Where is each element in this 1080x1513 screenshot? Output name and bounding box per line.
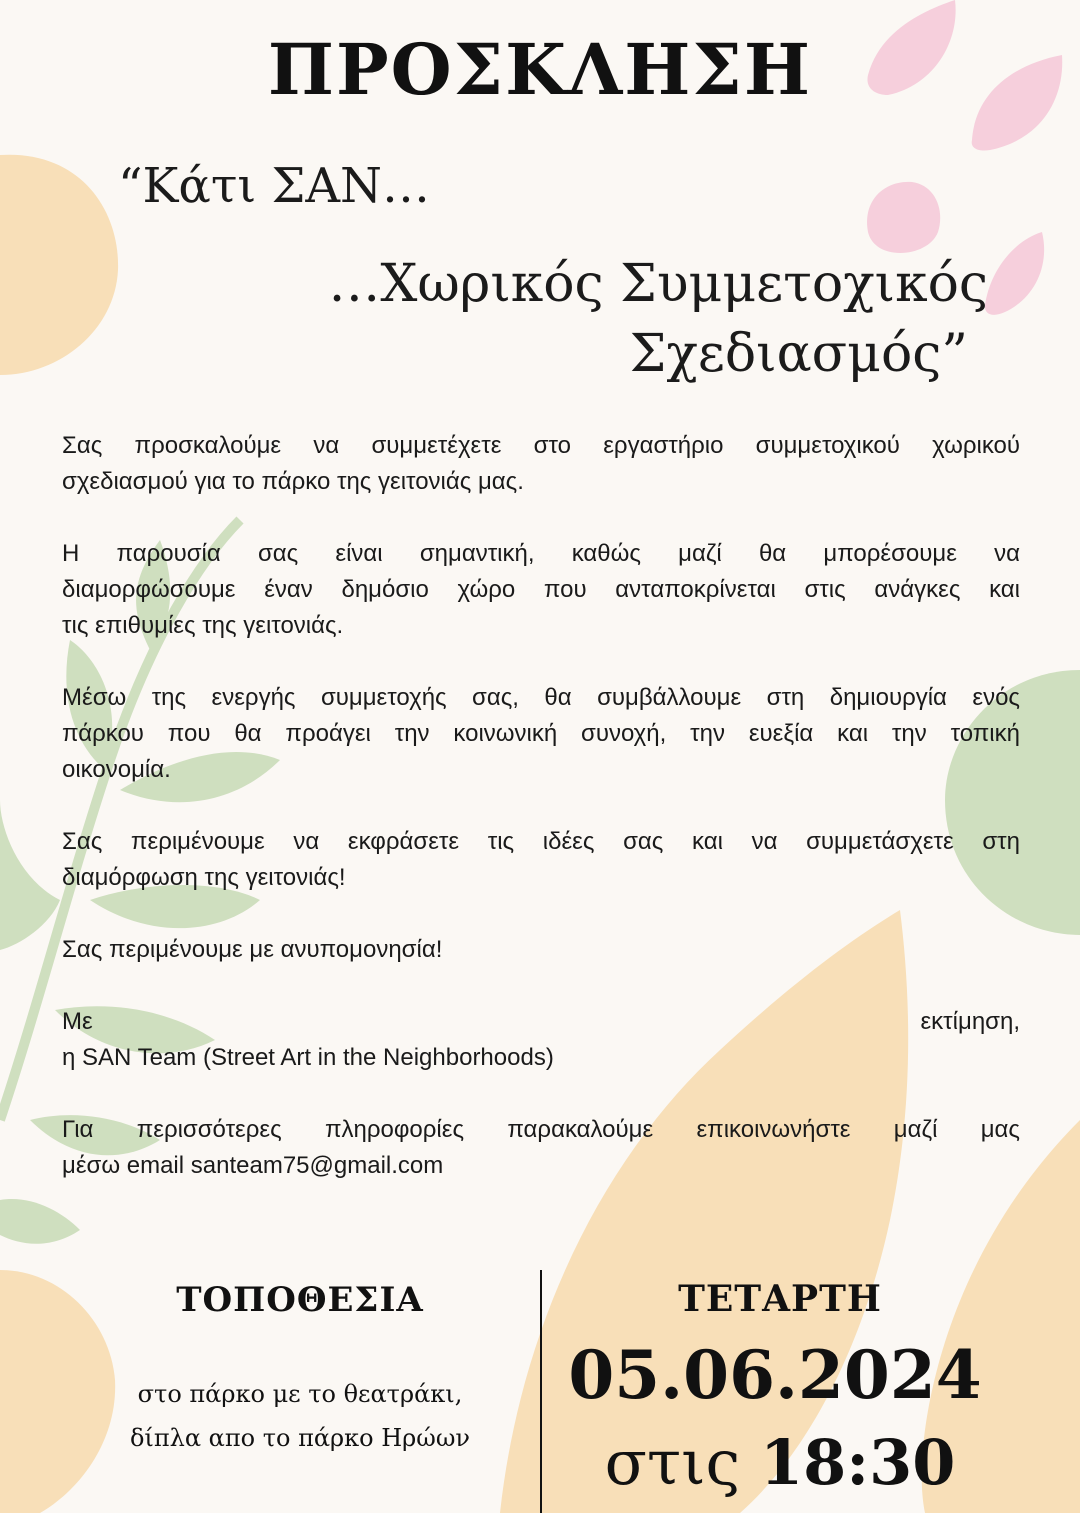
paragraph-3-line-2: πάρκου που θα προάγει την κοινωνική συνοχή, την ευεξία και την τοπική [62,720,1020,747]
paragraph-4-line-2: διαμόρφωση της γειτονιάς! [62,864,346,891]
paragraph-3-line-1: Μέσω της ενεργής συμμετοχής σας, θα συμβάλλουμε στη δημιουργία ενός [62,684,1020,711]
paragraph-1-line-2: σχεδιασμού για το πάρκο της γειτονιάς μας. [62,468,524,495]
location-line-1: στο πάρκο με το θεατράκι, [137,1380,463,1408]
event-day: ΤΕΤΑΡΤΗ [678,1278,882,1320]
paragraph-2 [62,536,1020,644]
subtitle-line-1: “Κάτι ΣΑΝ… [118,158,431,214]
paragraph-5: Σας περιμένουμε με ανυπομονησία! [62,936,443,963]
event-date: 05.06.2024 [568,1336,982,1414]
location-details [40,1372,560,1460]
page-title: ΠΡΟΣΚΛΗΣΗ [267,28,813,111]
subtitle-line-3: Σχεδιασμός” [629,324,968,384]
signature-line-2: η SAN Team (Street Art in the Neighborhoods) [62,1044,554,1071]
signature-line-1: Με εκτίμηση, [62,1008,1020,1035]
event-time-value: 18:30 [759,1426,956,1499]
pink-petal-3 [867,182,940,253]
paragraph-1-line-1: Σας προσκαλούμε να συμμετέχετε στο εργαστήριο συμμετοχικού χωρικού [62,432,1020,459]
vertical-divider [540,1270,542,1513]
paragraph-2-line-3: τις επιθυμίες της γειτονιάς. [62,612,344,639]
contact-line-1: Για περισσότερες πληροφορίες παρακαλούμε επικοινωνήστε μαζί μας [62,1116,1020,1143]
paragraph-2-line-1: Η παρουσία σας είναι σημαντική, καθώς μαζί θα μπορέσουμε να [62,540,1020,567]
paragraph-3 [62,680,1020,788]
peach-blob-top-left [0,155,118,375]
subtitle-line-2: …Χωρικός Συμμετοχικός [328,254,988,314]
pink-petal-4 [985,232,1044,315]
event-time [560,1426,1000,1499]
paragraph-2-line-2: διαμορφώσουμε έναν δημόσιο χώρο που ανταποκρίνεται στις ανάγκες και [62,576,1020,603]
contact-info [62,1112,1020,1184]
paragraph-4-line-1: Σας περιμένουμε να εκφράσετε τις ιδέες σας και να συμμετάσχετε στη [62,828,1020,855]
paragraph-4 [62,824,1020,896]
paragraph-3-line-3: οικονομία. [62,756,171,783]
invitation-body [62,428,1020,1184]
signature [62,1004,1020,1076]
paragraph-1 [62,428,1020,500]
location-heading: ΤΟΠΟΘΕΣΙΑ [176,1280,424,1320]
location-line-2: δίπλα απο το πάρκο Ηρώων [129,1424,471,1452]
contact-line-2: μέσω email santeam75@gmail.com [62,1152,444,1179]
event-time-prefix: στις [604,1426,741,1499]
